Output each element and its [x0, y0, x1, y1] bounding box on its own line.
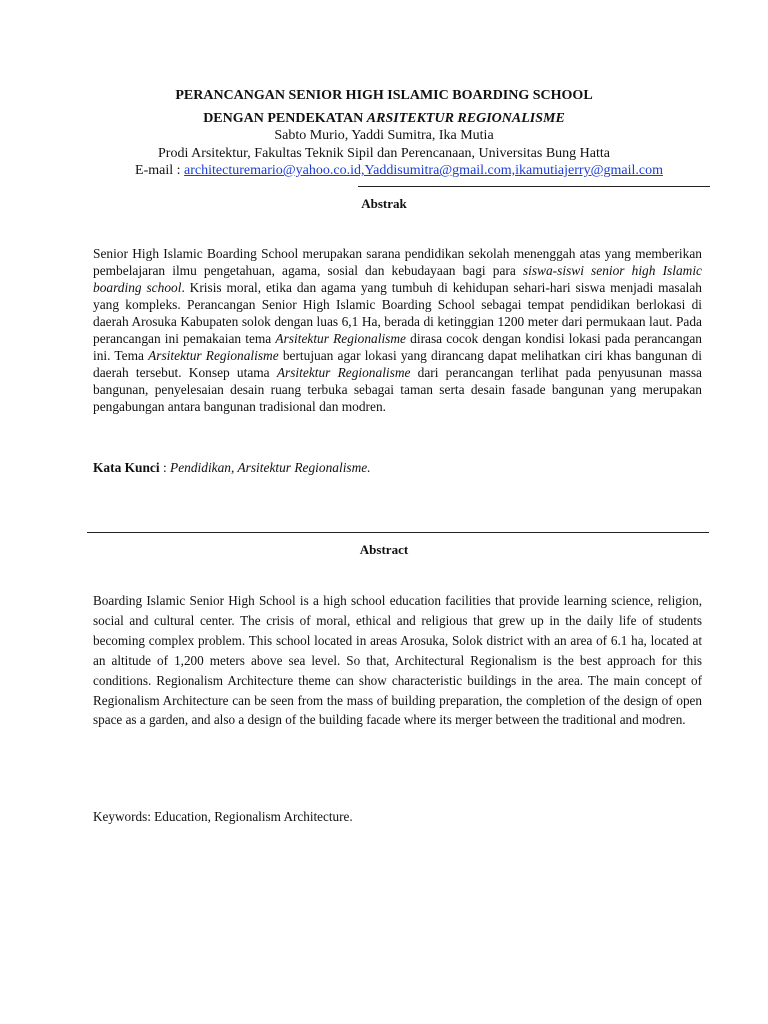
- abstrak-italic-2: Arsitektur Regionalisme: [275, 331, 406, 346]
- title-italic: ARSITEKTUR REGIONALISME: [366, 111, 565, 126]
- kata-kunci-sep: :: [159, 460, 171, 475]
- authors: Sabto Murio, Yaddi Sumitra, Ika Mutia: [274, 128, 494, 143]
- abstract-body: Boarding Islamic Senior High School is a high school education facilities that provide learning science, religion, social and cultural center. The crisis of moral, ethical and religious that grew up in the daily life of students becoming complex problem. This school located in areas Arosuka, Solok district with an area of 6.1 ha, located at an altitude of 1,200 meters above sea level. So that, Architectural Regionalism is the best approach for this conditions. Regionalism Architecture theme can show characteristic buildings in the area. The main concept of Regionalism Architecture can be seen from the mass of building preparation, the completion of the design of open space as a garden, and also a design of the building facade where its merger between the traditional and modren.: [93, 593, 702, 728]
- divider-top: [358, 186, 710, 187]
- abstrak-italic-4: Arsitektur Regionalisme: [276, 365, 411, 380]
- title-prefix: DENGAN PENDEKATAN: [203, 111, 367, 126]
- email-line: [0, 163, 768, 179]
- abstract-heading: Abstract: [359, 542, 409, 557]
- paper-title-line-1: PERANCANGAN SENIOR HIGH ISLAMIC BOARDING SCHOOL: [175, 88, 593, 103]
- email-label: E-mail :: [135, 163, 185, 178]
- affiliation: Prodi Arsitektur, Fakultas Teknik Sipil dan Perencanaan, Universitas Bung Hatta: [158, 146, 610, 161]
- abstrak-text-1: Senior High Islamic Boarding School merupakan sarana pendidikan sekolah menenggah atas yang memberikan pembelajaran ilmu pengetahuan, agama, sosial dan kebudayaan bagi para: [93, 246, 702, 278]
- abstrak-italic-1: siswa-siswi senior high Islamic boarding school: [93, 263, 702, 295]
- kata-kunci: [93, 460, 371, 476]
- keywords: Keywords: Education, Regionalism Architecture.: [93, 809, 353, 824]
- abstrak-body: [93, 245, 702, 415]
- abstrak-text-4: bertujuan agar lokasi yang dirancang dapat melihatkan ciri khas bangunan di daerah tersebut. Konsep utama: [93, 348, 703, 380]
- divider-middle: [87, 532, 709, 533]
- abstrak-text-5: dari perancangan terlihat pada penyusunan massa bangunan, penyelesaian desain ruang terbuka sebagai taman serta desain fasade bangunan yang merupakan pengabungan antara bangunan tradisional dan modren.: [93, 365, 702, 414]
- abstrak-italic-3: Arsitektur Regionalisme: [148, 348, 279, 363]
- abstrak-text-3: dirasa cocok dengan kondisi lokasi pada perancangan ini. Tema: [93, 331, 702, 363]
- email-link[interactable]: architecturemario@yahoo.co.id,Yaddisumitra@gmail.com,ikamutiajerry@gmail.com: [184, 163, 663, 178]
- abstrak-heading: Abstrak: [361, 196, 407, 211]
- kata-kunci-label: Kata Kunci: [93, 460, 160, 475]
- kata-kunci-value: Pendidikan, Arsitektur Regionalisme.: [170, 460, 371, 475]
- abstrak-text-2: . Krisis moral, etika dan agama yang tumbuh di kehidupan sehari-hari siswa menjadi masalah yang kompleks. Perancangan Senior High Islamic Boarding School sebagai tempat pendidikan berlokasi di daerah Arosuka Kabupaten solok dengan luas 6,1 Ha, berada di ketinggian 1200 meter dari permukaan laut. Pada perancangan ini pemakaian tema: [93, 280, 702, 346]
- paper-title-line-2: [0, 111, 768, 127]
